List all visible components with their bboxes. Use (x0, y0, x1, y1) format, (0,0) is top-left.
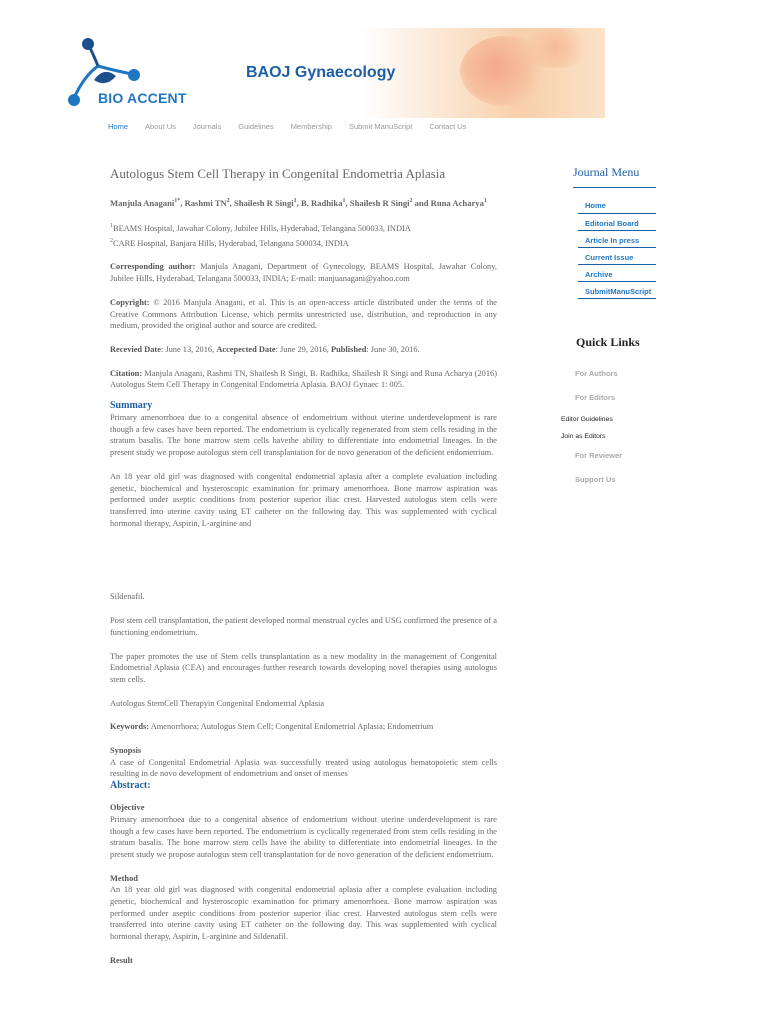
author-sup: 1* (174, 198, 181, 204)
author-name: , Rashmi TN (180, 197, 227, 208)
menu-item-submit-manuscript[interactable]: SubmitManuScript (585, 287, 652, 296)
result-heading: Result (110, 955, 133, 965)
menu-divider (578, 247, 656, 248)
journal-title[interactable]: BAOJ Gynaecology (246, 64, 396, 81)
author-name: , Shailesh R Singi (229, 197, 294, 208)
author-name: , Shailesh R Singi (345, 197, 410, 208)
logo-text[interactable]: BIO ACCENT (98, 90, 187, 106)
aff-text: CARE Hospital, Banjara Hills, Hyderabad, Telangana 500034, INDIA (113, 238, 349, 248)
author-sup: 2 (226, 198, 230, 204)
summary-paragraph: An 18 year old girl was diagnosed with congenital endometrial aplasia after a complete evaluation including genetic, biochemical and hysteroscopic examination for primary amenorrhoea. Bone marrow aspiration was performed under aseptic conditions from posterior superior iliac crest. Harvested autologus stem cells were transferred into uterine cavity using ET catheter on the following day. This was supplemented with cyclical hormonal therapy, Aspirin, L-arginine and (110, 471, 497, 528)
corresponding-text: Manjula Anagani, Department of Gynecology, BEAMS Hospital, Jawahar Colony, Jubilee Hills, Hyderabad, Telangana 500033, INDIA; E-mail: manjuanagani@yahoo.com (110, 262, 497, 284)
aff-sup: 1 (110, 222, 113, 229)
quick-link-support-us[interactable]: Support Us (575, 475, 616, 484)
summary-heading: Summary (110, 400, 153, 412)
menu-item-editorial-board[interactable]: Editorial Board (585, 219, 639, 228)
copyright (110, 297, 497, 332)
label: Citation: (110, 368, 143, 378)
nav-membership[interactable]: Membership (290, 122, 332, 131)
menu-item-article-in-press[interactable]: Article In press (585, 236, 640, 245)
top-nav (108, 122, 483, 131)
quick-link-join-as-editors[interactable]: Join as Editors (561, 433, 606, 440)
author-name: Manjula Anagani (110, 197, 175, 208)
author-sup: 1 (483, 198, 487, 204)
nav-submit-manuscript[interactable]: Submit ManuScript (348, 122, 413, 131)
quick-link-for-editors[interactable]: For Editors (575, 393, 616, 402)
nav-contact-us[interactable]: Contact Us (429, 122, 467, 131)
menu-divider (578, 264, 656, 265)
label: Copyright: (110, 297, 150, 307)
summary-paragraph: Post stem cell transplantation, the patient developed normal menstrual cycles and USG confirmed the presence of a functioning endometrium. (110, 616, 497, 637)
quick-links-title: Quick Links (576, 335, 640, 349)
quick-link-for-authors[interactable]: For Authors (575, 369, 618, 378)
synopsis-heading: Synopsis (110, 746, 142, 756)
method-text: An 18 year old girl was diagnosed with congenital endometrial aplasia after a complete evaluation including genetic, biochemical and hysteroscopic examination for primary amenorrhoea. Bone marrow aspiration was performed under aseptic conditions from posterior superior iliac crest. Harvested autologus stem cells were transferred into uterine cavity using ET catheter on the following day. This was supplemented with cyclical hormonal therapy, Aspirin, L-arginine and Sildenafil. (110, 885, 497, 942)
nav-home[interactable]: Home (108, 122, 129, 131)
site-header (60, 28, 605, 120)
label: Recevied Date (110, 344, 161, 354)
menu-item-current-issue[interactable]: Current Issue (585, 253, 634, 262)
journal-menu-title: Journal Menu (573, 165, 640, 179)
label: Keywords: (110, 722, 150, 732)
nav-about-us[interactable]: About Us (145, 122, 176, 131)
menu-item-archive[interactable]: Archive (585, 270, 613, 279)
keywords-text: Amenorrhoea; Autologus Stem Cell; Congenital Endometrial Aplasia; Endometrium (149, 722, 434, 732)
corresponding-author (110, 261, 497, 284)
menu-divider (578, 213, 656, 214)
objective-text: Primary amenorrhoea due to a congenital absence of endometrium without uterine underdevelopment is rare though a few cases have been reported. The endometrium is cyclically regenerated from stem cells residing in the stratum basalis. The bone marrow stem cells have the ability to differentiate into endometrial lineages. In the present study we propose autologus stem cell transplantation for de novo generation of the deficient endometrium. (110, 814, 497, 859)
affiliation-1 (110, 220, 497, 235)
author-name: and Runa Acharya (412, 197, 484, 208)
aff-sup: 2 (110, 237, 113, 244)
objective-heading: Objective (110, 803, 145, 813)
menu-divider (578, 281, 656, 282)
article-title: Autologus Stem Cell Therapy in Congenital Endometria Aplasia (110, 166, 446, 181)
method-heading: Method (110, 873, 138, 883)
quick-link-for-reviewer[interactable]: For Reviewer (575, 451, 623, 460)
date-value: : June 30, 2016. (366, 344, 420, 354)
menu-divider (578, 230, 656, 231)
quick-link-editor-guidelines[interactable]: Editor Guidelines (561, 416, 613, 423)
aff-text: BEAMS Hospital, Jawahar Colony, Jubilee Hills, Hyderabad, Telangana 500033, INDIA (113, 223, 411, 233)
menu-divider (573, 187, 656, 188)
synopsis-text: A case of Congenital Endometrial Aplasia was successfully treated using autologus hematopoietic stem cells resulting in de novo development of endometrium and onset of menses (110, 757, 497, 779)
author-name: , B. Radhika (296, 197, 343, 208)
menu-divider (578, 298, 656, 299)
article-content (110, 166, 497, 967)
menu-item-home[interactable]: Home (585, 201, 606, 210)
nav-guidelines[interactable]: Guidelines (238, 122, 274, 131)
date-value: : June 13, 2016, (160, 344, 217, 354)
citation (110, 368, 497, 391)
author-sup: 1 (293, 198, 297, 204)
summary-paragraph: Sildenafil. (110, 592, 145, 602)
copyright-text: © 2016 Manjula Anagani, et al. This is an open-access article distributed under the terms of the Creative Commons Attribution License, which permits unrestricted use, distribution, and reproduction in any medium, provided the original author and source are credited. (110, 297, 497, 331)
date-value: : June 29, 2016, (275, 344, 331, 354)
citation-text: Manjula Anagani, Rashmi TN, Shailesh R Singi, B. Radhika, Shailesh R Singi and Runa Acharya (2016) Autologus Stem Cell Therapy in Congenital Endometria Aplasia. BAOJ Gynaec 1: 005. (110, 368, 497, 390)
nav-journals[interactable]: Journals (192, 122, 222, 131)
label: Accepected Date (216, 344, 276, 354)
label: Corresponding author: (110, 262, 196, 272)
short-title: Autologus StemCell Therapyin Congenital Endometrial Aplasia (110, 698, 325, 708)
affiliation-2 (110, 235, 497, 250)
summary-paragraph: The paper promotes the use of Stem cells transplantation as a new modality in the management of Congenital Endometrial Aplasia (CEA) and encourages further research towards developing novel therapies using autologus stem cells. (110, 651, 497, 684)
author-sup: 2 (409, 198, 413, 204)
article-dates (110, 344, 497, 356)
label: Published (330, 344, 367, 354)
banner-decoration (515, 28, 595, 68)
keywords (110, 721, 497, 733)
abstract-heading: Abstract: (110, 780, 151, 792)
summary-paragraph: Primary amenorrhoea due to a congenital absence of endometrium without uterine underdevelopment is rare though a few cases have been reported. The endometrium is cyclically regenerated from stem cells residing in the stratum basalis. The bone marrow stem cells havethe ability to differentiate into endometrial lineages. In the present study we propose autologus stem cell transplantation for de novo generation of the deficient endometrium. (110, 413, 497, 458)
author-list (110, 194, 497, 210)
author-sup: 1 (342, 198, 346, 204)
